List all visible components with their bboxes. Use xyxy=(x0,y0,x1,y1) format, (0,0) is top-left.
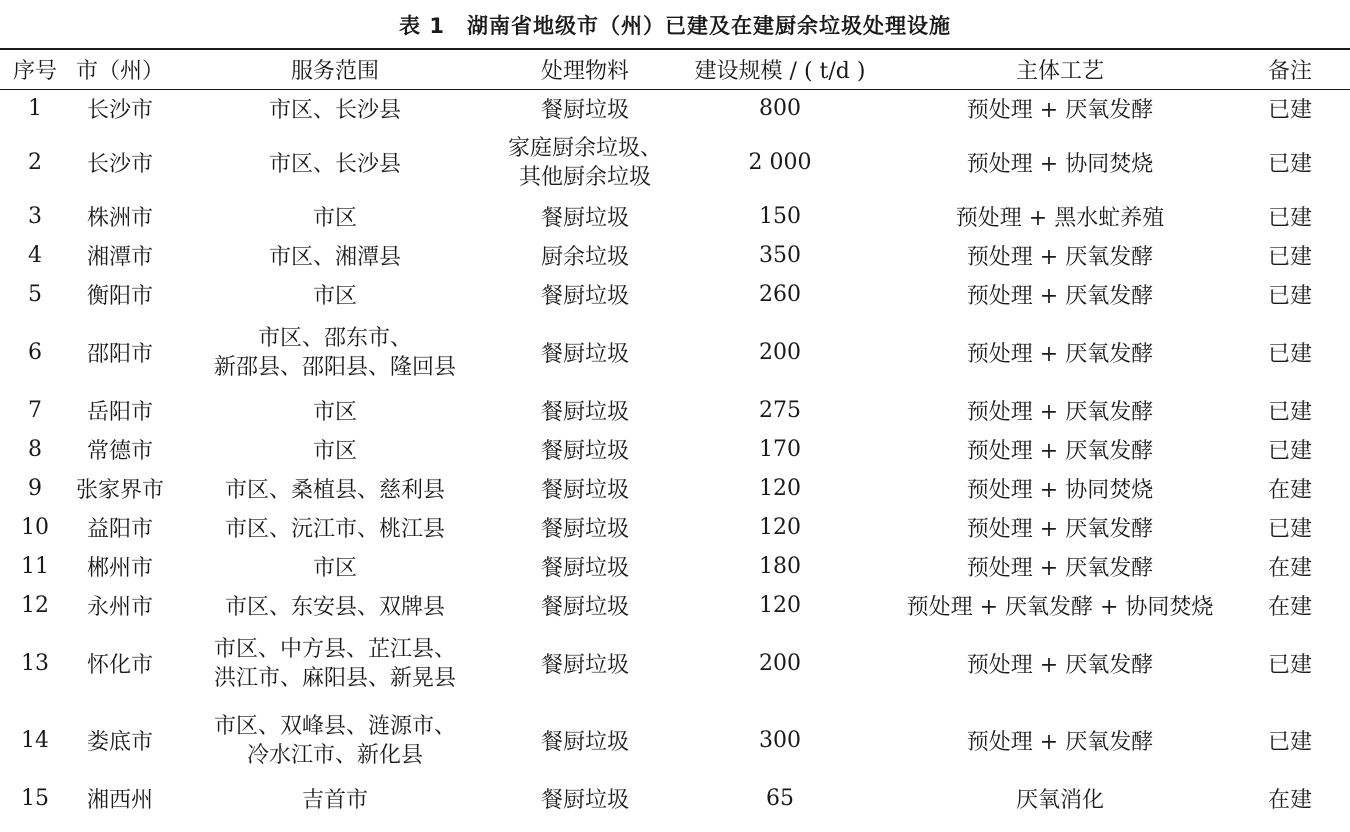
cell-process: 预处理 + 厌氧发酵 + 协同焚烧 xyxy=(906,595,1214,620)
cell-seq: 14 xyxy=(21,728,49,753)
cell-material-line: 餐厨垃圾 xyxy=(540,478,629,503)
cell-scope-line: 市区、东安县、双牌县 xyxy=(224,595,445,620)
cell-scale: 200 xyxy=(759,651,801,676)
cell-note: 在建 xyxy=(1267,788,1312,813)
cell-seq: 1 xyxy=(28,96,42,122)
cell-city: 长沙市 xyxy=(86,98,153,124)
cell-city: 株洲市 xyxy=(86,206,153,231)
cell-note: 已建 xyxy=(1267,206,1312,231)
cell-seq: 8 xyxy=(28,437,42,462)
cell-material-line: 餐厨垃圾 xyxy=(540,653,629,678)
table-row xyxy=(0,430,1350,469)
column-header-scale: 建设规模 / ( t/d ) xyxy=(670,49,890,89)
cell-material-line: 家庭厨余垃圾、 xyxy=(507,135,662,161)
cell-seq: 5 xyxy=(28,282,42,307)
cell-process: 预处理 + 厌氧发酵 xyxy=(966,98,1154,124)
cell-city: 岳阳市 xyxy=(86,400,153,425)
cell-scale: 120 xyxy=(759,593,801,618)
cell-city: 怀化市 xyxy=(86,653,153,678)
cell-material xyxy=(500,314,670,391)
cell-scope xyxy=(170,547,500,586)
table-row xyxy=(0,586,1350,625)
cell-scale: 2 000 xyxy=(748,150,812,175)
column-header-material: 处理物料 xyxy=(500,49,670,89)
cell-material xyxy=(500,547,670,586)
cell-note: 在建 xyxy=(1267,556,1312,581)
cell-process: 预处理 + 厌氧发酵 xyxy=(966,556,1154,581)
cell-process: 预处理 + 黑水虻养殖 xyxy=(955,206,1165,231)
cell-scope xyxy=(170,779,500,818)
table-row xyxy=(0,275,1350,314)
cell-material-line: 餐厨垃圾 xyxy=(540,98,629,124)
table-row xyxy=(0,314,1350,391)
cell-scope xyxy=(170,508,500,547)
cell-material-line: 餐厨垃圾 xyxy=(540,284,629,309)
cell-scope-line: 市区 xyxy=(312,206,357,231)
table-row xyxy=(0,128,1350,197)
cell-scale: 150 xyxy=(759,204,801,229)
cell-scope xyxy=(170,702,500,779)
table-row xyxy=(0,469,1350,508)
cell-scope-line: 市区 xyxy=(312,284,357,309)
cell-scope xyxy=(170,469,500,508)
cell-material xyxy=(500,236,670,275)
cell-scale: 300 xyxy=(759,728,801,753)
cell-seq: 11 xyxy=(21,554,49,579)
cell-process: 预处理 + 协同焚烧 xyxy=(966,152,1154,177)
cell-note: 在建 xyxy=(1267,595,1312,620)
cell-process: 预处理 + 厌氧发酵 xyxy=(966,400,1154,425)
column-header-scope: 服务范围 xyxy=(170,49,500,89)
facilities-table xyxy=(0,48,1350,818)
cell-seq: 10 xyxy=(21,515,49,540)
cell-material xyxy=(500,128,670,197)
cell-process: 预处理 + 厌氧发酵 xyxy=(966,439,1154,464)
cell-city: 湘潭市 xyxy=(86,245,153,270)
cell-scope-line: 市区、邵东市、 xyxy=(257,325,412,351)
table-row xyxy=(0,625,1350,702)
cell-scope-line: 市区、沅江市、桃江县 xyxy=(224,517,445,542)
cell-city: 湘西州 xyxy=(86,788,153,813)
cell-city: 衡阳市 xyxy=(86,284,153,309)
cell-scope-line: 市区、桑植县、慈利县 xyxy=(224,478,445,503)
cell-material xyxy=(500,430,670,469)
cell-note: 已建 xyxy=(1267,439,1312,464)
cell-city: 长沙市 xyxy=(86,152,153,177)
cell-scale: 350 xyxy=(759,243,801,268)
table-row xyxy=(0,89,1350,128)
cell-material xyxy=(500,469,670,508)
cell-material-line: 厨余垃圾 xyxy=(540,245,629,270)
cell-material xyxy=(500,197,670,236)
cell-scale: 180 xyxy=(759,554,801,579)
cell-scope-line: 新邵县、邵阳县、隆回县 xyxy=(213,354,456,380)
cell-seq: 2 xyxy=(28,150,42,175)
cell-material-line: 餐厨垃圾 xyxy=(540,400,629,425)
cell-scope-line: 市区、中方县、芷江县、 xyxy=(213,636,456,662)
cell-scope-line: 吉首市 xyxy=(301,788,368,813)
cell-note: 已建 xyxy=(1267,653,1312,678)
cell-process: 厌氧消化 xyxy=(1015,788,1104,813)
cell-scope-line: 市区、双峰县、涟源市、 xyxy=(213,713,456,739)
cell-scope-line: 市区 xyxy=(312,556,357,581)
table-row xyxy=(0,508,1350,547)
cell-note: 在建 xyxy=(1267,478,1312,503)
cell-scale: 65 xyxy=(766,786,794,811)
cell-scope xyxy=(170,128,500,197)
cell-city: 益阳市 xyxy=(86,517,153,542)
cell-material xyxy=(500,779,670,818)
cell-seq: 13 xyxy=(21,651,49,676)
table-row xyxy=(0,702,1350,779)
cell-material-line: 其他厨余垃圾 xyxy=(518,164,651,190)
table-body xyxy=(0,89,1350,818)
cell-material xyxy=(500,702,670,779)
table-header-row xyxy=(0,49,1350,89)
cell-city: 常德市 xyxy=(86,439,153,464)
table-title: 表 1 湖南省地级市（州）已建及在建厨余垃圾处理设施 xyxy=(399,14,951,38)
cell-scope xyxy=(170,275,500,314)
cell-material xyxy=(500,275,670,314)
cell-material xyxy=(500,625,670,702)
cell-note: 已建 xyxy=(1267,400,1312,425)
column-header-city: 市（州） xyxy=(70,49,170,89)
cell-seq: 7 xyxy=(28,398,42,423)
cell-city: 张家界市 xyxy=(75,478,164,503)
cell-seq: 6 xyxy=(28,340,42,365)
cell-scope-line: 市区、长沙县 xyxy=(268,98,401,124)
column-header-seq: 序号 xyxy=(0,49,70,89)
cell-seq: 4 xyxy=(28,243,42,268)
column-header-process: 主体工艺 xyxy=(890,49,1230,89)
cell-material-line: 餐厨垃圾 xyxy=(540,730,629,755)
cell-scope xyxy=(170,625,500,702)
cell-scale: 275 xyxy=(759,398,801,423)
cell-scope-line: 市区 xyxy=(312,439,357,464)
cell-material-line: 餐厨垃圾 xyxy=(540,439,629,464)
cell-process: 预处理 + 厌氧发酵 xyxy=(966,730,1154,755)
cell-material-line: 餐厨垃圾 xyxy=(540,556,629,581)
cell-city: 邵阳市 xyxy=(86,342,153,367)
cell-process: 预处理 + 协同焚烧 xyxy=(966,478,1154,503)
cell-material-line: 餐厨垃圾 xyxy=(540,788,629,813)
cell-scope-line: 市区、湘潭县 xyxy=(268,245,401,270)
cell-process: 预处理 + 厌氧发酵 xyxy=(966,653,1154,678)
cell-scope-line: 洪江市、麻阳县、新晃县 xyxy=(213,665,456,691)
cell-city: 娄底市 xyxy=(86,730,153,755)
cell-note: 已建 xyxy=(1267,730,1312,755)
cell-seq: 3 xyxy=(28,204,42,229)
table-row xyxy=(0,547,1350,586)
table-row xyxy=(0,236,1350,275)
cell-note: 已建 xyxy=(1267,98,1312,124)
cell-scope-line: 冷水江市、新化县 xyxy=(246,742,423,768)
cell-note: 已建 xyxy=(1267,152,1312,177)
cell-scope xyxy=(170,89,500,128)
cell-scope xyxy=(170,314,500,391)
cell-scale: 120 xyxy=(759,476,801,501)
cell-seq: 15 xyxy=(21,786,49,811)
table-row xyxy=(0,197,1350,236)
cell-city: 永州市 xyxy=(86,595,153,620)
cell-city: 郴州市 xyxy=(86,556,153,581)
cell-scope xyxy=(170,391,500,430)
cell-process: 预处理 + 厌氧发酵 xyxy=(966,517,1154,542)
cell-material xyxy=(500,586,670,625)
cell-material-line: 餐厨垃圾 xyxy=(540,517,629,542)
cell-scope xyxy=(170,197,500,236)
cell-scale: 120 xyxy=(759,515,801,540)
cell-note: 已建 xyxy=(1267,342,1312,367)
cell-seq: 12 xyxy=(21,593,49,618)
cell-material-line: 餐厨垃圾 xyxy=(540,206,629,231)
cell-material xyxy=(500,89,670,128)
cell-scope xyxy=(170,236,500,275)
cell-scale: 170 xyxy=(759,437,801,462)
cell-material xyxy=(500,391,670,430)
cell-process: 预处理 + 厌氧发酵 xyxy=(966,245,1154,270)
cell-material-line: 餐厨垃圾 xyxy=(540,595,629,620)
cell-scope-line: 市区、长沙县 xyxy=(268,152,401,177)
table-row xyxy=(0,391,1350,430)
cell-scope xyxy=(170,586,500,625)
cell-scale: 260 xyxy=(759,282,801,307)
cell-process: 预处理 + 厌氧发酵 xyxy=(966,342,1154,367)
cell-material-line: 餐厨垃圾 xyxy=(540,342,629,367)
cell-seq: 9 xyxy=(28,476,42,501)
cell-process: 预处理 + 厌氧发酵 xyxy=(966,284,1154,309)
cell-scope-line: 市区 xyxy=(312,400,357,425)
cell-scale: 800 xyxy=(759,96,801,122)
cell-note: 已建 xyxy=(1267,284,1312,309)
cell-note: 已建 xyxy=(1267,245,1312,270)
cell-material xyxy=(500,508,670,547)
cell-scope xyxy=(170,430,500,469)
cell-note: 已建 xyxy=(1267,517,1312,542)
cell-scale: 200 xyxy=(759,340,801,365)
table-row xyxy=(0,779,1350,818)
column-header-note: 备注 xyxy=(1230,49,1350,89)
